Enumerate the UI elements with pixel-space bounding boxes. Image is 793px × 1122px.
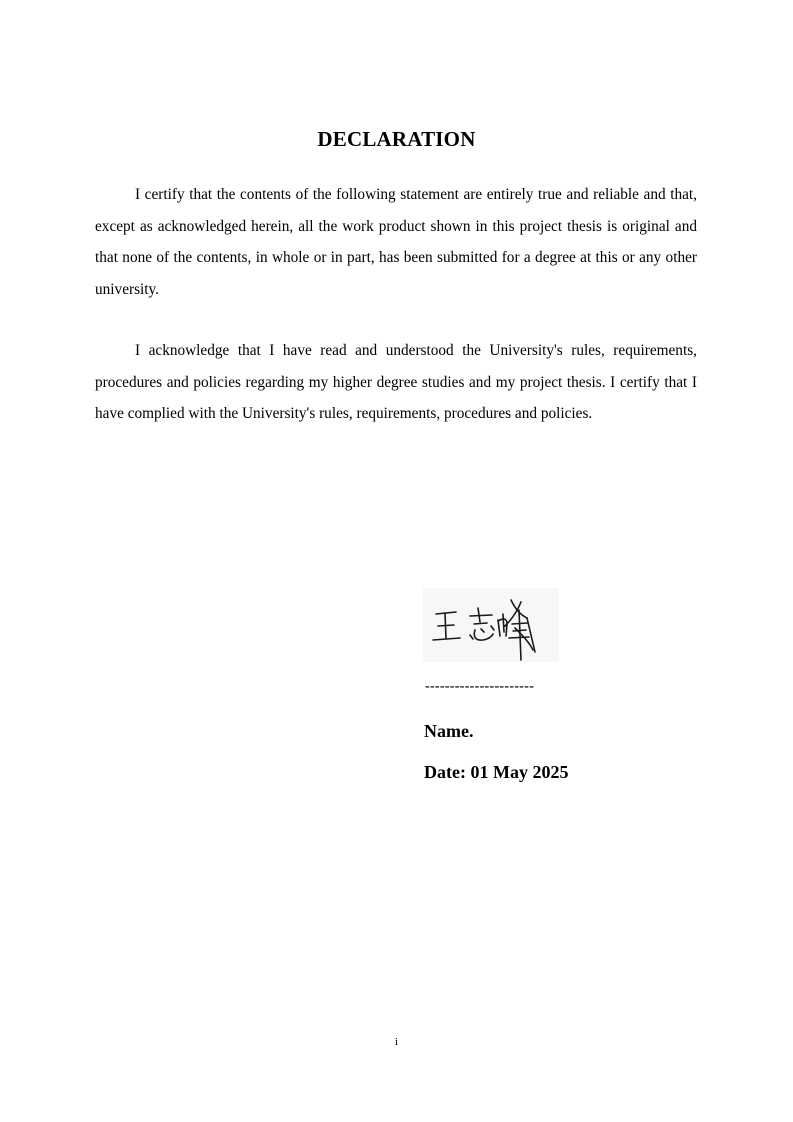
date-label: Date: 01 May 2025: [424, 762, 569, 782]
signature-line: ----------------------: [425, 679, 535, 694]
page-title: DECLARATION: [317, 127, 476, 151]
name-label: Name.: [424, 721, 474, 741]
acknowledgement-paragraph: I acknowledge that I have read and understood the University's rules, requirements, procedures and policies regarding my higher degree studies and my project thesis. I certify that I have complied with the University's rules, requirements, procedures and policies.: [95, 342, 697, 422]
certification-paragraph: I certify that the contents of the following statement are entirely true and reliable and that, except as acknowledged herein, all the work product shown in this project thesis is original and that none of the contents, in whole or in part, has been submitted for a degree at this or any other university.: [95, 186, 697, 298]
handwritten-signature-image: [423, 588, 559, 662]
signature-strokes: [423, 588, 559, 662]
page-number: i: [394, 1036, 399, 1048]
